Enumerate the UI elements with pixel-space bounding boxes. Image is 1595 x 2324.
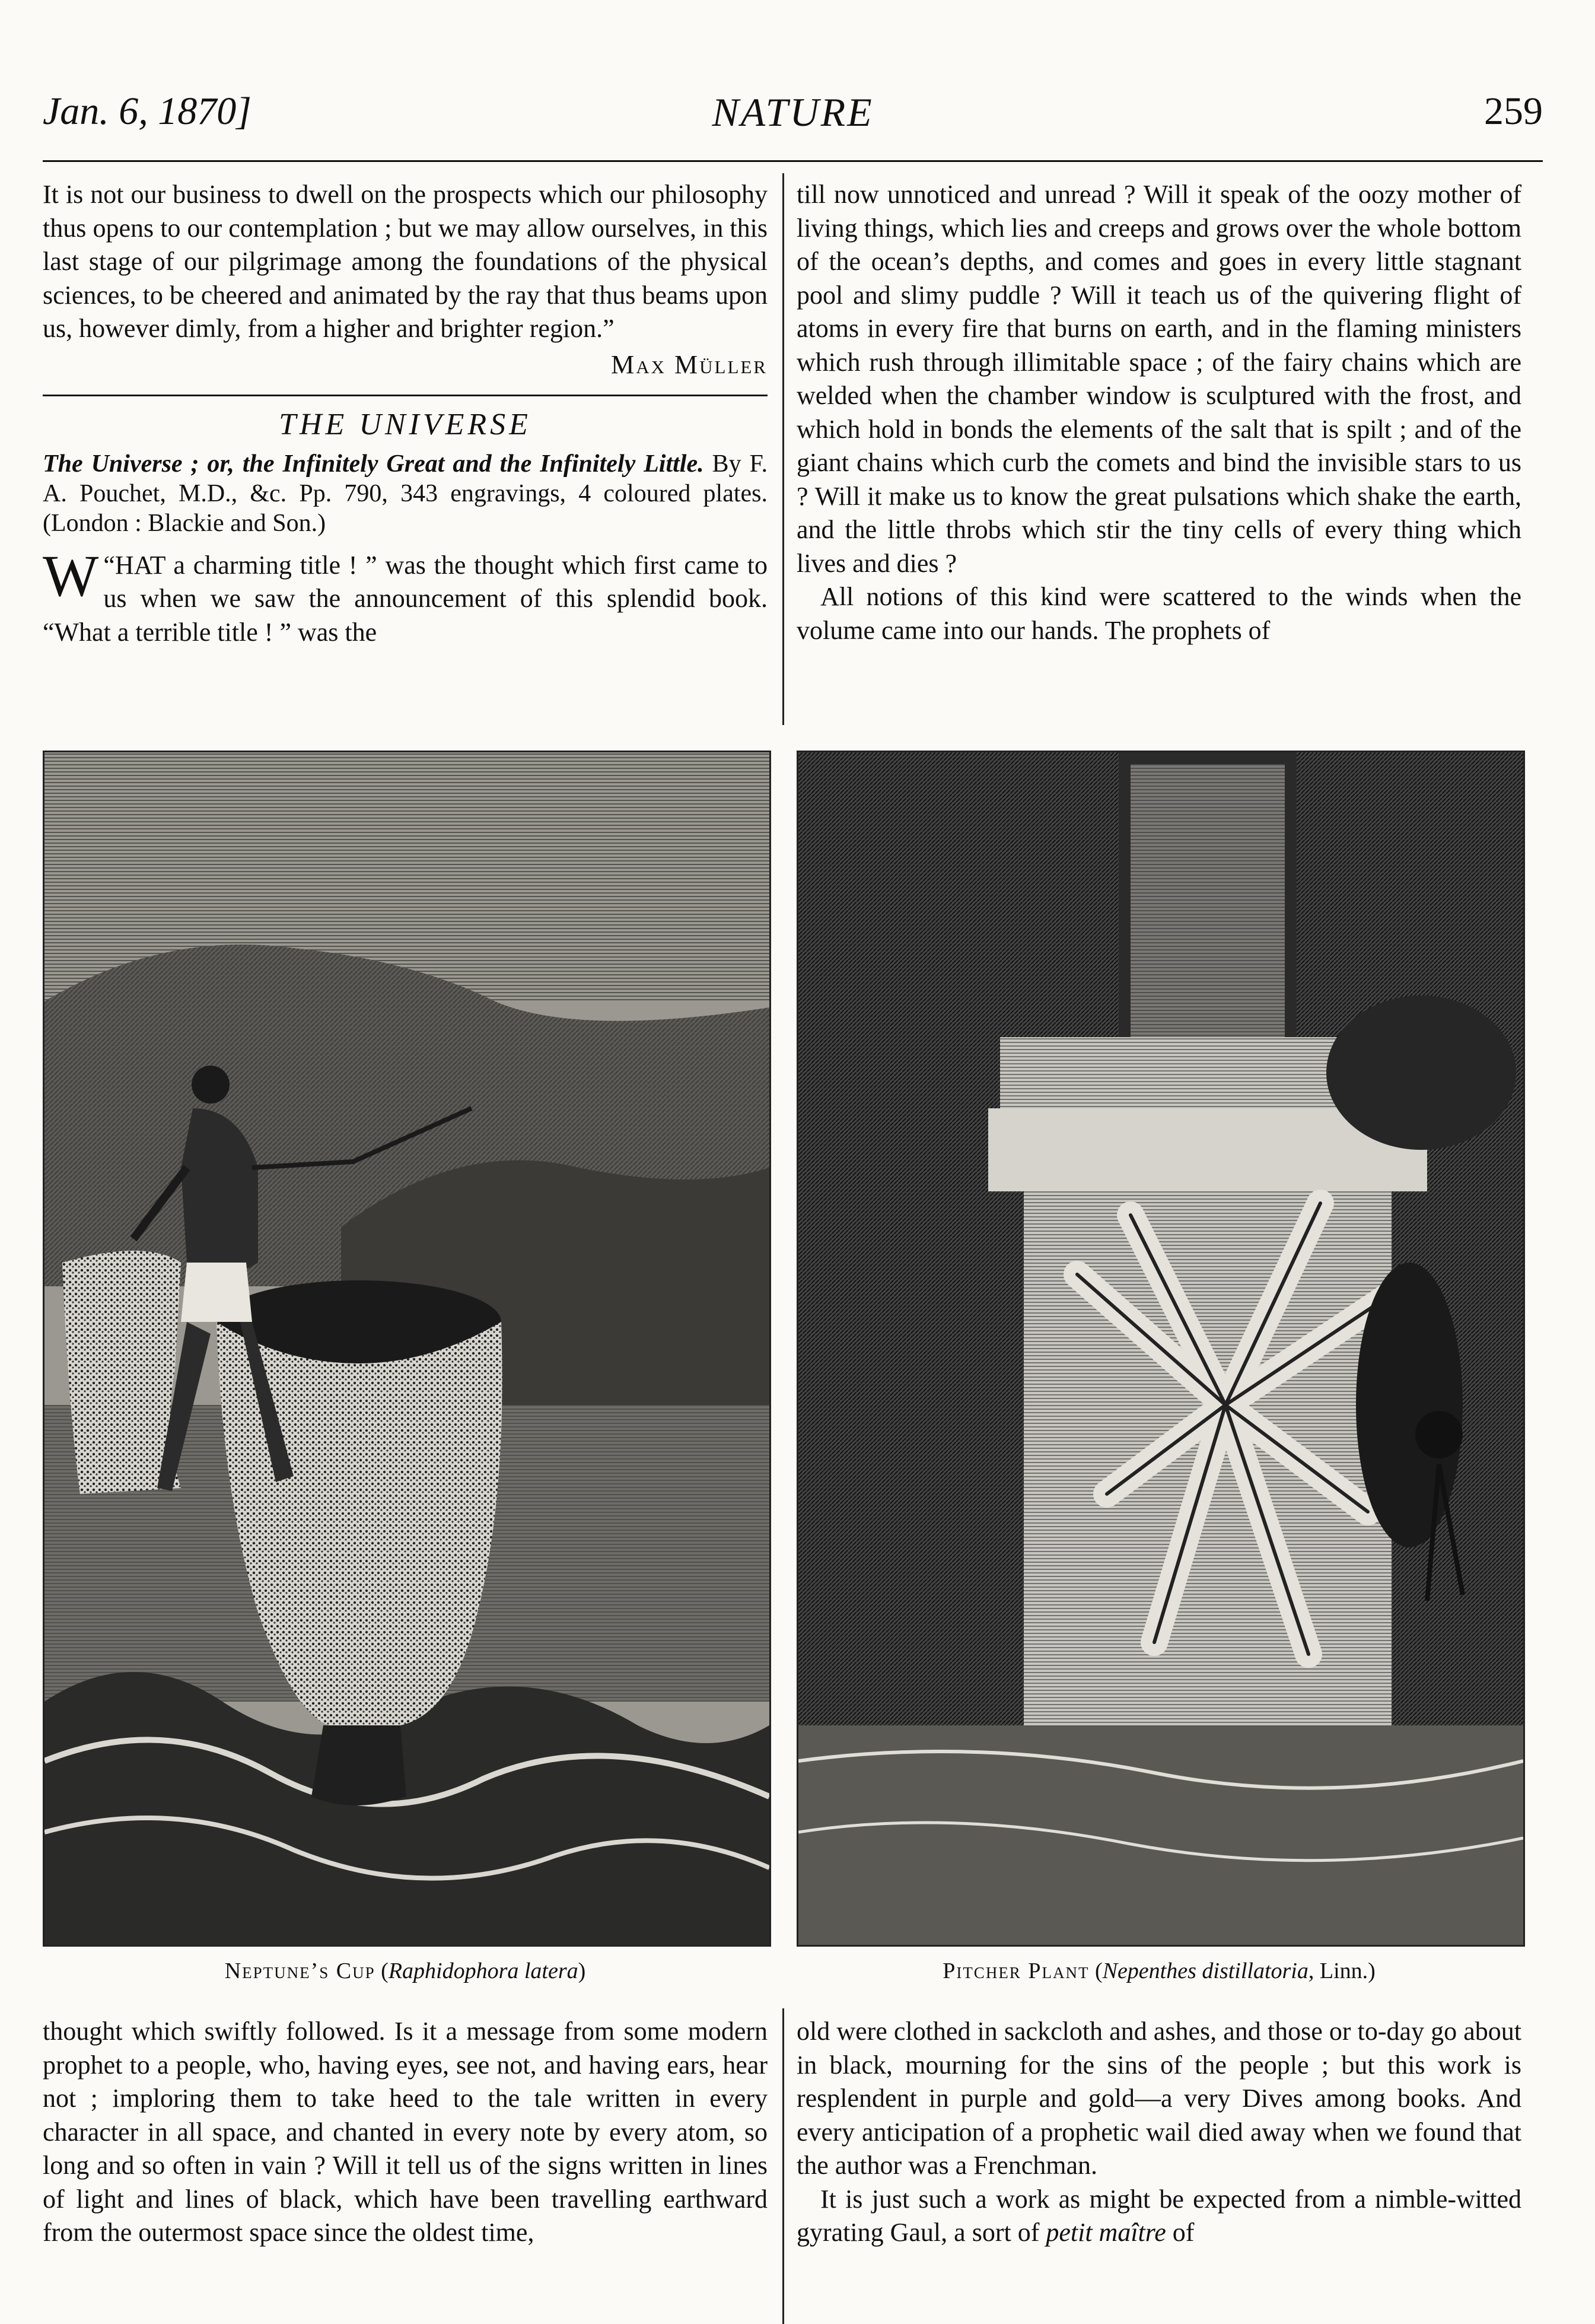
opening-quote-mark: “ [103,550,115,580]
running-header [43,89,1543,154]
section-rule [43,395,768,396]
paragraph-text: of [1166,2218,1195,2247]
engraving-image [798,752,1523,1945]
quoted-paragraph: It is not our business to dwell on the prospects which our philosophy thus opens to our contemplation ; but we may allow ourselves, in this last stage of our pilgrimage among the foundations of the physical sciences, to be cheered and animated by the ray that thus beams upon us, however dimly, from a higher and brighter region.” [43,180,768,343]
engraving-image [44,752,769,1945]
caption-species: Raphidophora latera [388,1959,578,1983]
column-divider-top [782,173,784,725]
opening-text: HAT a charming title ! ” was the thought which first came to us when we saw the announcement of this splendid book. “What a terrible title ! ” was the [43,550,768,647]
neptunes-cup-caption: Neptune’s Cup (Raphidophora latera) [224,1959,586,1983]
header-rule [43,160,1543,162]
paragraph: All notions of this kind were scattered to the winds when the volume came into our hands. The prophets of [797,582,1521,645]
quote-signature: Max Müller [611,349,768,379]
pitcher-plant-engraving [797,751,1525,1947]
pitcher-plant-caption: Pitcher Plant (Nepenthes distillatoria, Linn.) [943,1959,1376,1983]
paragraph: old were clothed in sackcloth and ashes, and those or to-day go about in black, mourning for the sins of the people ; but this work is resplendent in purple and gold—a very Dives among books. And every anticipation of a prophetic wail died away when we found that the author was a Frenchman. [797,2017,1521,2180]
caption-suffix: , Linn. [1308,1959,1368,1983]
book-reference [43,449,768,538]
right-column-top [797,178,1521,647]
neptunes-cup-engraving [43,751,771,1947]
left-column-bottom [43,2015,768,2250]
caption-name: Pitcher Plant [943,1959,1090,1983]
paragraph-text: It is just such a work as might be expected from a nimble-witted gyrating Gaul, a sort of [797,2184,1521,2247]
caption-species: Nepenthes distillatoria [1102,1959,1309,1983]
caption-name: Neptune’s Cup [224,1959,375,1983]
journal-title: NATURE [712,90,874,135]
right-column-bottom [797,2015,1521,2250]
section-title: THE UNIVERSE [279,408,531,441]
book-title: The Universe ; or, the Infinitely Great and the Infinitely Little. [43,450,704,478]
book-details: By F. A. Pouchet, M.D., &c. Pp. 790, 343 engravings, 4 coloured plates. (London : Blackie and Son.) [43,450,768,537]
page-number: 259 [1484,90,1543,133]
italic-phrase: petit maître [1046,2218,1166,2247]
column-divider-bottom [782,2008,784,2324]
issue-date: Jan. 6, 1870] [43,90,251,133]
left-column-top [43,178,768,649]
review-opening [43,542,768,650]
paragraph [797,2183,1521,2250]
paragraph: thought which swiftly followed. Is it a message from some modern prophet to a people, who, having eyes, see not, and having ears, hear not ; imploring them to take heed to the tale written in every character in all space, and chanted in every note by every atom, so long and so often in vain ? Will it tell us of the signs written in lines of light and lines of black, which have been travelling earthward from the outermost space since the oldest time, [43,2017,768,2247]
drop-cap: W [43,542,99,609]
paragraph: till now unnoticed and unread ? Will it speak of the oozy mother of living things, which lies and creeps and grows over the whole bottom of the ocean’s depths, and comes and goes in every little stagnant pool and slimy puddle ? Will it teach us of the quivering flight of atoms in every fire that burns on earth, and in the flaming ministers which rush through illimitable space ; of the fairy chains which are welded when the chamber window is sculptured with the frost, and which hold in bonds the elements of the salt that is spilt ; and of the giant chains which curb the comets and bind the invisible stars to us ? Will it make us to know the great pulsations which shake the earth, and the little throbs which stir the tiny cells of every thing which lives and dies ? [797,180,1521,578]
